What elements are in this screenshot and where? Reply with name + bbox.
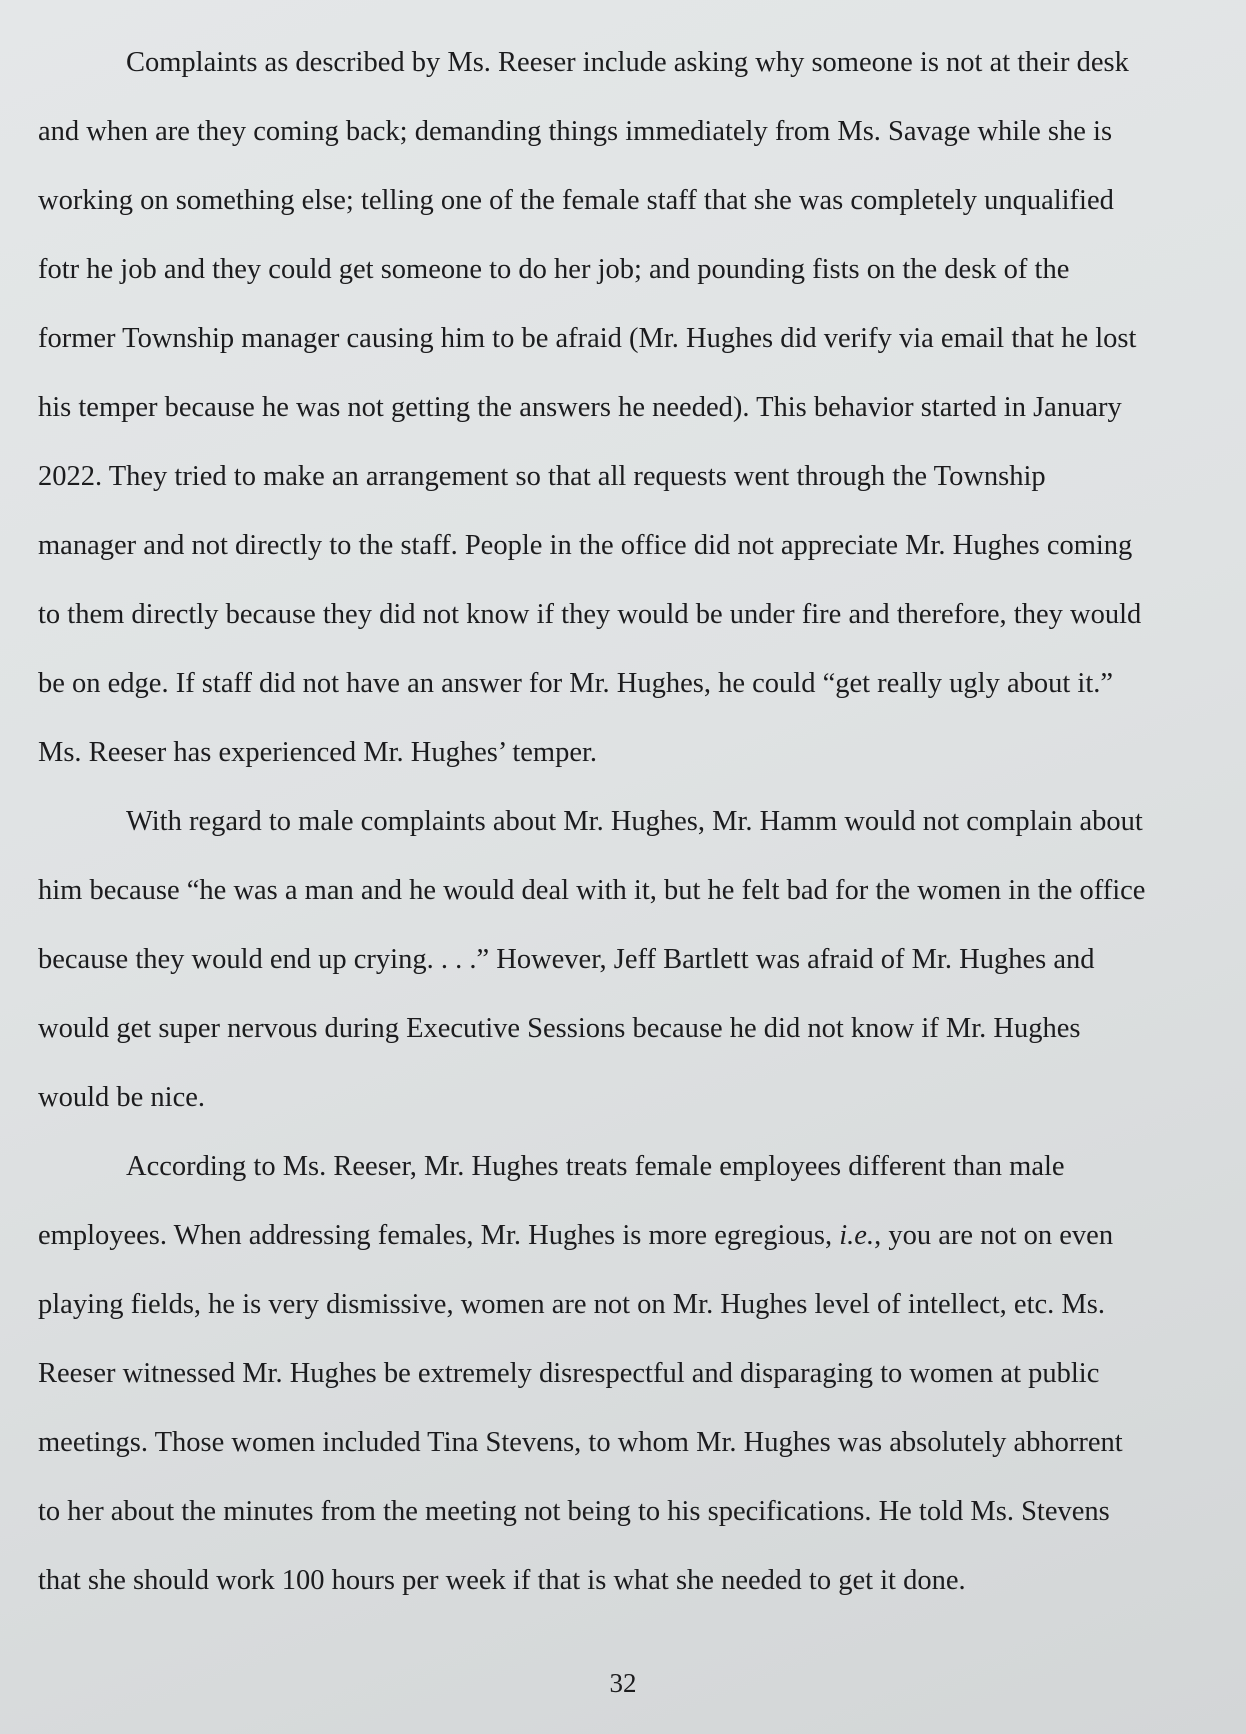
paragraph-line: Ms. Reeser has experienced Mr. Hughes’ temper. (38, 737, 598, 768)
paragraph-female-treatment (38, 1132, 1204, 1615)
paragraph-line: Reeser witnessed Mr. Hughes be extremely disrespectful and disparaging to women at public (38, 1358, 1100, 1389)
paragraph-line: would be nice. (38, 1082, 205, 1113)
paragraph-line: and when are they coming back; demanding things immediately from Ms. Savage while she is (38, 116, 1113, 147)
paragraph-line: Complaints as described by Ms. Reeser include asking why someone is not at their desk (126, 47, 1129, 78)
paragraph-line: that she should work 100 hours per week if that is what she needed to get it done. (38, 1565, 966, 1596)
paragraph-line: him because “he was a man and he would deal with it, but he felt bad for the women in the office (38, 875, 1146, 906)
paragraph-line: to them directly because they did not know if they would be under fire and therefore, they would (38, 599, 1142, 630)
paragraph-line: be on edge. If staff did not have an answer for Mr. Hughes, he could “get really ugly about it.” (38, 668, 1114, 699)
paragraph-line: working on something else; telling one of the female staff that she was completely unqualified (38, 185, 1114, 216)
paragraph-line: meetings. Those women included Tina Stevens, to whom Mr. Hughes was absolutely abhorrent (38, 1427, 1123, 1458)
paragraph-line: According to Ms. Reeser, Mr. Hughes treats female employees different than male (126, 1151, 1065, 1182)
italic-abbreviation: i.e. (839, 1220, 875, 1251)
paragraph-male-complaints (38, 787, 1204, 1132)
paragraph-line: to her about the minutes from the meeting not being to his specifications. He told Ms. Stevens (38, 1496, 1110, 1527)
paragraph-line: his temper because he was not getting the answers he needed). This behavior started in January (38, 392, 1122, 423)
paragraph-line: 2022. They tried to make an arrangement so that all requests went through the Township (38, 461, 1046, 492)
paragraph-complaints (38, 28, 1204, 787)
paragraph-line: With regard to male complaints about Mr. Hughes, Mr. Hamm would not complain about (126, 806, 1143, 837)
paragraph-line: because they would end up crying. . . .” However, Jeff Bartlett was afraid of Mr. Hughes and (38, 944, 1095, 975)
paragraph-line: manager and not directly to the staff. People in the office did not appreciate Mr. Hughes coming (38, 530, 1133, 561)
paragraph-line: former Township manager causing him to be afraid (Mr. Hughes did verify via email that he lost (38, 323, 1137, 354)
paragraph-line: would get super nervous during Executive Sessions because he did not know if Mr. Hughes (38, 1013, 1081, 1044)
page-number: 32 (609, 1668, 637, 1698)
paragraph-line: fotr he job and they could get someone to do her job; and pounding fists on the desk of the (38, 254, 1070, 285)
paragraph-line: playing fields, he is very dismissive, women are not on Mr. Hughes level of intellect, etc. Ms. (38, 1289, 1105, 1320)
paragraph-line: employees. When addressing females, Mr. Hughes is more egregious, i.e., you are not on even (38, 1220, 1114, 1251)
